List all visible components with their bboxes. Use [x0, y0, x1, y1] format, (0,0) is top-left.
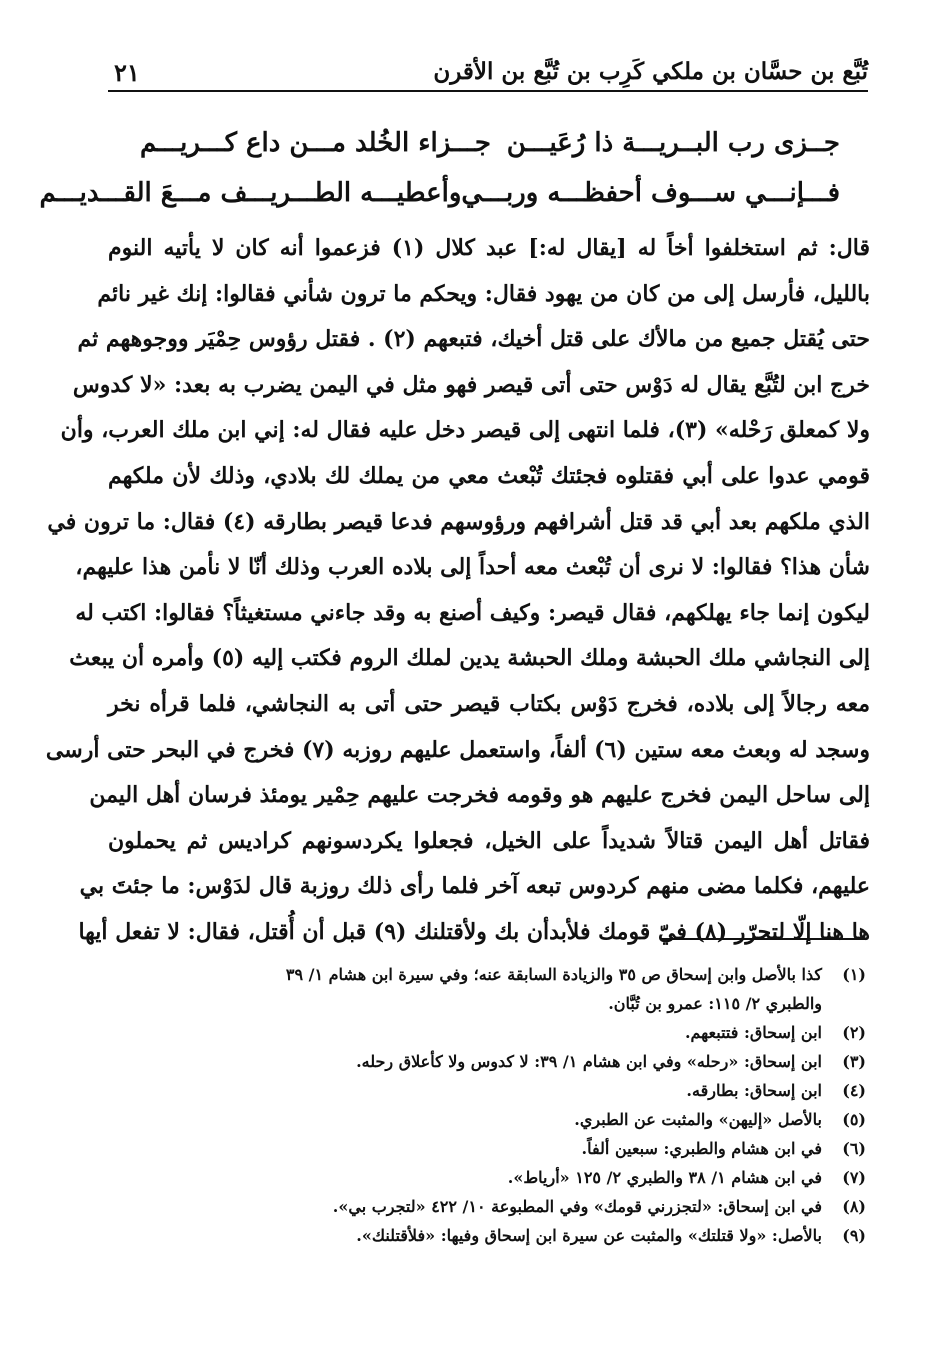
footnote-text: بالأصل: «ولا قتلتك» والمثبت عن سيرة ابن إسحاق وفيها: «فلأقتلنك».: [356, 1226, 822, 1245]
verse-second-hemistich: جـــزاء الخُلد مـــن داع كـــريـــم: [140, 128, 491, 158]
running-title: تُبَّع بن حسَّان بن ملكي كَرِب بن تُبَّع بن الأقرن: [433, 58, 868, 85]
footnote-text: ابن إسحاق: «رحله» وفي ابن هشام ١/ ٣٩: لا كدوس ولا كأعلاق رحله.: [356, 1052, 822, 1071]
footnote: [262, 1047, 866, 1076]
text-line: ولا كمعلق رَحْله» (٣)، فلما انتهى إلى قيصر دخل عليه فقال له: إني ابن ملك العرب، وأن: [60, 417, 870, 444]
verse-first-hemistich: جــزى رب البــريـــة ذا رُعَيـــن: [506, 128, 840, 158]
footnote-number: (٦): [842, 1139, 866, 1158]
text-line: قومي عدوا على أبي فقتلوه فجئتك تُبْعث معي من يملك لك بلادي، وذلك لأن ملكهم: [108, 462, 870, 489]
text-line: عليهم، فكلما مضى منهم كردوس تبعه آخر فلما رأى ذلك روزبة قال لدَوْس: ما جئتَ بي: [79, 873, 870, 900]
text-line: إلى ساحل اليمن فخرج عليهم هو وقومه فخرجت عليهم حِمْير يومئذ فرسان أهل اليمن: [89, 782, 870, 809]
footnote-number: (٩): [842, 1226, 866, 1245]
running-header: [108, 52, 868, 92]
footnote-number: (٧): [842, 1168, 866, 1187]
footnote: [262, 1192, 866, 1221]
verse-line: [140, 118, 840, 168]
text-line: الذي ملكهم بعد أبي قد قتل أشرافهم ورؤوسهم فدعا قيصر بطارقه (٤) فقال: ما ترون في: [47, 508, 870, 535]
verse-first-hemistich: فـــإنـــي ســـوف أحفظـــه وربـــي: [461, 178, 840, 208]
footnote-text: كذا بالأصل وابن إسحاق ص ٣٥ والزيادة السابقة عنه؛ وفي سيرة ابن هشام ١/ ٣٩ والطبري ٢/ ١١٥: عمرو بن تُبَّان.: [285, 965, 822, 1013]
footnote: [262, 1105, 866, 1134]
footnote-text: بالأصل «إليهن» والمثبت عن الطبري.: [574, 1110, 822, 1129]
footnote-text: في ابن إسحاق: «لتجزرني قومك» وفي المطبوعة ١٠/ ٤٢٢ «لتجرب بي».: [332, 1197, 822, 1216]
footnote-text: ابن إسحاق: بطارقه.: [686, 1081, 822, 1100]
text-line: وسجد له وبعث معه ستين (٦) ألفاً، واستعمل عليهم روزبه (٧) فخرج في البحر حتى أرسى: [45, 736, 870, 763]
text-line: قال: ثم استخلفوا أخاً له [يقال له:] عبد كلال (١) فزعموا أنه كان لا يأتيه النوم: [108, 235, 870, 261]
text-line: بالليل، فأرسل إلى من كان من يهود فقال: ويحكم ما ترون شأني فقالوا: إنك غير نائم: [97, 280, 870, 307]
page-number: ٢١: [114, 58, 140, 87]
footnote-number: (٨): [842, 1197, 866, 1216]
text-line: إلى النجاشي ملك الحبشة وملك الحبشة يدين لملك الروم فكتب إليه (٥) وأمره أن يبعث: [69, 645, 870, 672]
text-line: ليكون إنما جاء يهلكهم، فقال قيصر: وكيف أصنع به وقد جاءني مستغيثاً؟ فقالوا: اكتب له: [75, 599, 870, 626]
footnote: [262, 1134, 866, 1163]
text-line: شأن هذا؟ فقالوا: لا نرى أن تُبْعث معه أحداً إلى بلاده العرب وذلك أنّا لا نأمن هذا عليهم،: [75, 554, 870, 581]
footnotes: [262, 960, 866, 1250]
footnote-number: (١): [842, 965, 866, 984]
footnote-text: ابن إسحاق: فتتبعهم.: [684, 1023, 822, 1042]
body-text: [45, 226, 870, 956]
text-line: معه رجالاً إلى بلاده، فخرج دَوْس بكتاب قيصر حتى أتى به النجاشي، فلما قرأه نخر: [108, 690, 870, 717]
verse-line: [39, 168, 840, 218]
verse-second-hemistich: وأعطيـــه الطـــريـــف مـــعَ القـــديـــم: [39, 178, 462, 208]
footnote: [262, 1221, 866, 1250]
text-line: خرج ابن لتُبَّع يقال له دَوْس حتى أتى قيصر فهو مثل في اليمن يضرب به بعد: «لا كدوس: [72, 371, 870, 398]
footnote-number: (٤): [842, 1081, 866, 1100]
footnote-text: في ابن هشام والطبري: سبعين ألفاً.: [581, 1139, 822, 1158]
footnote-number: (٢): [842, 1023, 866, 1042]
footnote: [262, 960, 866, 1018]
footnote-number: (٣): [842, 1052, 866, 1071]
text-line: ها هنا إلّا لتحرّر (٨) فيّ قومك فلأبدأن بك ولأقتلنك (٩) قبل أن أُقتل، فقال: لا تفعل أيها: [78, 918, 870, 945]
text-line: حتى يُقتل جميع من مالأك على قتل أخيك، فتبعهم (٢) . فقتل رؤوس حِمْيَر ووجوههم ثم: [77, 326, 870, 353]
footnote-number: (٥): [842, 1110, 866, 1129]
footnote: [262, 1076, 866, 1105]
footnote: [262, 1018, 866, 1047]
text-line: فقاتل أهل اليمن قتالاً شديداً على الخيل، فجعلوا يكردسونهم كراديس ثم يحملون: [108, 827, 870, 854]
footnote-text: في ابن هشام ١/ ٣٨ والطبري ٢/ ١٢٥ «أرياط».: [507, 1168, 822, 1187]
poem-verses: [39, 118, 840, 218]
footnote-separator: [660, 938, 866, 940]
footnote: [262, 1163, 866, 1192]
header-rule: [108, 90, 868, 92]
